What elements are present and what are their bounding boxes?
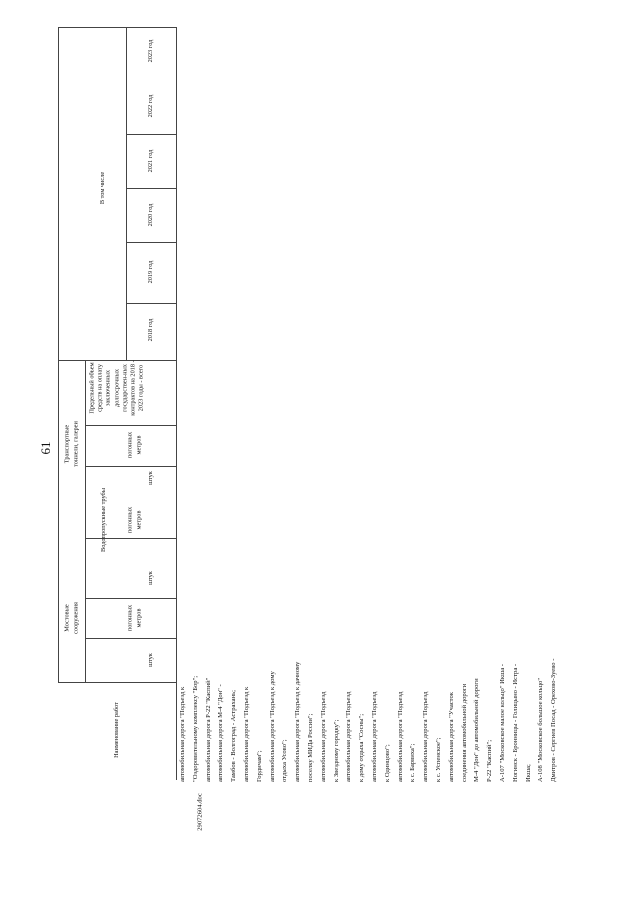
work-list-line: автомобильная дорога "Подъезд к xyxy=(179,686,186,782)
year-2019: 2019 год xyxy=(146,260,154,284)
work-list-line: "Оздоровительному комплексу "Бор"; xyxy=(191,675,199,782)
year-2020: 2020 год xyxy=(146,203,154,227)
unit-tunnels-pieces: штук xyxy=(146,471,154,485)
work-list-line: к с. Барвиха"; xyxy=(409,743,417,782)
work-list-line: М-4 "Дон" до автомобильной дороги xyxy=(473,678,481,782)
work-list-line: автомобильная дорога "Участок xyxy=(447,692,455,782)
work-list-line: автомобильная дорога "Подъезд к дому xyxy=(268,671,276,782)
unit-culverts-pieces: штук xyxy=(146,571,154,585)
work-list-line: к Звездному городку"; xyxy=(332,719,340,782)
work-list-line: автомобильная дорога "Подъезд к дачному xyxy=(294,661,302,782)
unit-bridges-pieces: штук xyxy=(146,653,154,667)
work-list-line: автомобильная дорога "Подъезд xyxy=(371,691,378,782)
header-tunnels: Транспортные тоннели, галереи xyxy=(63,421,79,467)
work-list-line: автомобильная дорога Р-22 "Каспий" xyxy=(204,677,212,782)
work-list-line: Икша; xyxy=(524,764,532,782)
unit-bridges-meters: погонных метров xyxy=(126,604,142,632)
work-list-line: Ногинск - Бронницы - Голицыно - Истра - xyxy=(511,663,519,782)
work-list-line: автомобильная дорога "Подъезд xyxy=(396,691,404,782)
work-list-line: к Одинцово"; xyxy=(383,744,391,782)
work-list-line: к с. Успенское"; xyxy=(435,737,442,782)
work-list-line: Тамбов - Волгоград - Астрахань; xyxy=(230,690,238,782)
work-list-line: отдыха Усово"; xyxy=(281,739,289,782)
document-filename: 29072604.doc xyxy=(196,793,204,831)
work-list-line: автомобильная дорога "Подъезд xyxy=(422,691,430,782)
header-bridges: Мостовые сооружения xyxy=(63,602,79,634)
work-list-line: поселку МИДа России"; xyxy=(307,713,314,782)
work-list xyxy=(179,658,558,782)
work-list-line: автомобильная дорога "Подъезд xyxy=(345,691,353,782)
work-list-line: А-107 "Московское малое кольцо" Икша - xyxy=(499,664,506,782)
unit-culverts-meters: погонных метров xyxy=(126,506,142,534)
unit-tunnels-meters: погонных метров xyxy=(126,431,142,459)
year-2022: 2022 год xyxy=(146,94,154,118)
work-list-line: соединения автомобильной дороги xyxy=(460,683,468,782)
work-list-line: А-108 "Московское большое кольцо" xyxy=(537,677,545,782)
year-2023: 2023 год xyxy=(146,39,154,63)
work-list-line: автомобильная дорога "Подъезд к xyxy=(243,686,250,782)
year-2021: 2021 год xyxy=(146,149,154,173)
work-list-line: Гордичам"; xyxy=(255,750,263,782)
header-limit: Предельный объем средств на оплату заключенных долгосрочных государствен-ных контрактов на 2018 - 2023 годы - всего xyxy=(88,360,145,416)
work-list-line: к дому отдыха "Сосны"; xyxy=(358,713,366,782)
year-2018: 2018 год xyxy=(146,318,154,342)
header-culverts: Водопропускные трубы xyxy=(99,488,107,552)
work-list-line: автомобильная дорога "Подъезд xyxy=(319,691,327,782)
header-work-name: Наименование работ xyxy=(112,702,120,758)
page-number: 61 xyxy=(38,441,53,455)
work-list-line: Дмитров - Сергиев Посад - Орехово-Зуево - xyxy=(550,658,558,782)
work-list-line: автомобильная дорога М-4 "Дон" - xyxy=(217,684,225,782)
work-list-line: Р-22 "Каспий"; xyxy=(486,739,494,782)
header-including: В том числе xyxy=(98,171,106,205)
